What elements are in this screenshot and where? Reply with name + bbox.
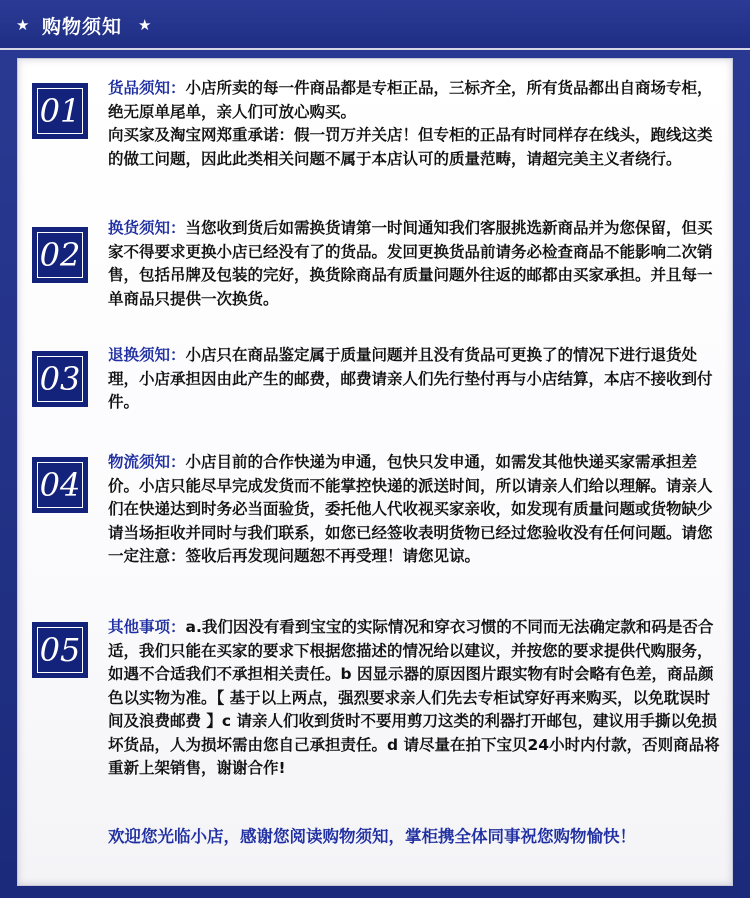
section-other-notice xyxy=(108,616,720,781)
section-label: 物流须知： xyxy=(108,453,186,471)
section-exchange-notice xyxy=(108,217,720,311)
section-text: 小店所卖的每一件商品都是专柜正品，三标齐全，所有货品都出自商场专柜，绝无原单尾单，亲人们可放心购买。 xyxy=(108,79,713,121)
section-number-badge xyxy=(32,227,88,283)
section-number-badge xyxy=(32,622,88,678)
section-number: 04 xyxy=(39,466,81,504)
closing-message: 欢迎您光临小店，感谢您阅读购物须知，掌柜携全体同事祝您购物愉快！ xyxy=(108,827,636,846)
content-panel xyxy=(17,58,733,886)
section-number: 02 xyxy=(39,236,81,274)
section-label: 换货须知： xyxy=(108,219,186,237)
section-number-badge xyxy=(32,351,88,407)
section-label: 退换须知： xyxy=(108,346,186,364)
section-logistics-notice xyxy=(108,451,720,569)
section-number: 03 xyxy=(39,360,81,398)
section-number-badge xyxy=(32,457,88,513)
section-text: 当您收到货后如需换货请第一时间通知我们客服挑选新商品并为您保留，但买家不得要求更换小店已经没有了的货品。发回更换货品前请务必检查商品不能影响二次销售，包括吊牌及包装的完好，换货除商品有质量问题外往返的邮都由买家承担。并且每一单商品只提供一次换货。 xyxy=(108,219,713,308)
section-text-2: 向买家及淘宝网郑重承诺：假一罚万并关店！但专柜的正品有时同样存在线头，跑线这类的做工问题，因此此类相关问题不属于本店认可的质量范畴，请超完美主义者绕行。 xyxy=(108,126,713,168)
star-icon: ★ xyxy=(16,16,30,34)
section-return-notice xyxy=(108,344,720,415)
section-number: 05 xyxy=(39,631,81,669)
section-goods-notice xyxy=(108,77,720,171)
section-label: 货品须知： xyxy=(108,79,186,97)
header-bar xyxy=(0,0,750,50)
section-label: 其他事项： xyxy=(108,618,186,636)
section-text: 小店只在商品鉴定属于质量问题并且没有货品可更换了的情况下进行退货处理，小店承担因由此产生的邮费，邮费请亲人们先行垫付再与小店结算，本店不接收到付件。 xyxy=(108,346,713,411)
section-text: 小店目前的合作快递为申通，包快只发申通，如需发其他快递买家需承担差价。小店只能尽早完成发货而不能掌控快递的派送时间，所以请亲人们给以理解。请亲人们在快递达到时务必当面验货，委托他人代收视买家亲收，如发现有质量问题或货物缺少请当场拒收并同时与我们联系，如您已经签收表明货物已经过您验收没有任何问题。请您一定注意：签收后再发现问题恕不再受理！请您见谅。 xyxy=(108,453,713,565)
page-title: 购物须知 xyxy=(42,16,123,38)
section-text: a.我们因没有看到宝宝的实际情况和穿衣习惯的不同而无法确定款和码是否合适，我们只能在买家的要求下根据您描述的情况给以建议，并按您的要求提供代购服务，如遇不合适我们不承担相关责任。b 因显示器的原因图片跟实物有时会略有色差，商品颜色以实物为准。【 基于以上两点，强烈要求亲人们先去专柜试穿好再来购买，以免耽误时间及浪费邮费 】c 请亲人们收到货时不要用剪刀这类的利器打开邮包，建议用手撕以免损坏货品，人为损坏需由您自己承担责任。d 请尽量在拍下宝贝24小时内付款，否则商品将重新上架销售，谢谢合作! xyxy=(108,618,720,777)
section-number: 01 xyxy=(39,92,81,130)
section-number-badge xyxy=(32,83,88,139)
star-icon: ★ xyxy=(138,16,152,34)
